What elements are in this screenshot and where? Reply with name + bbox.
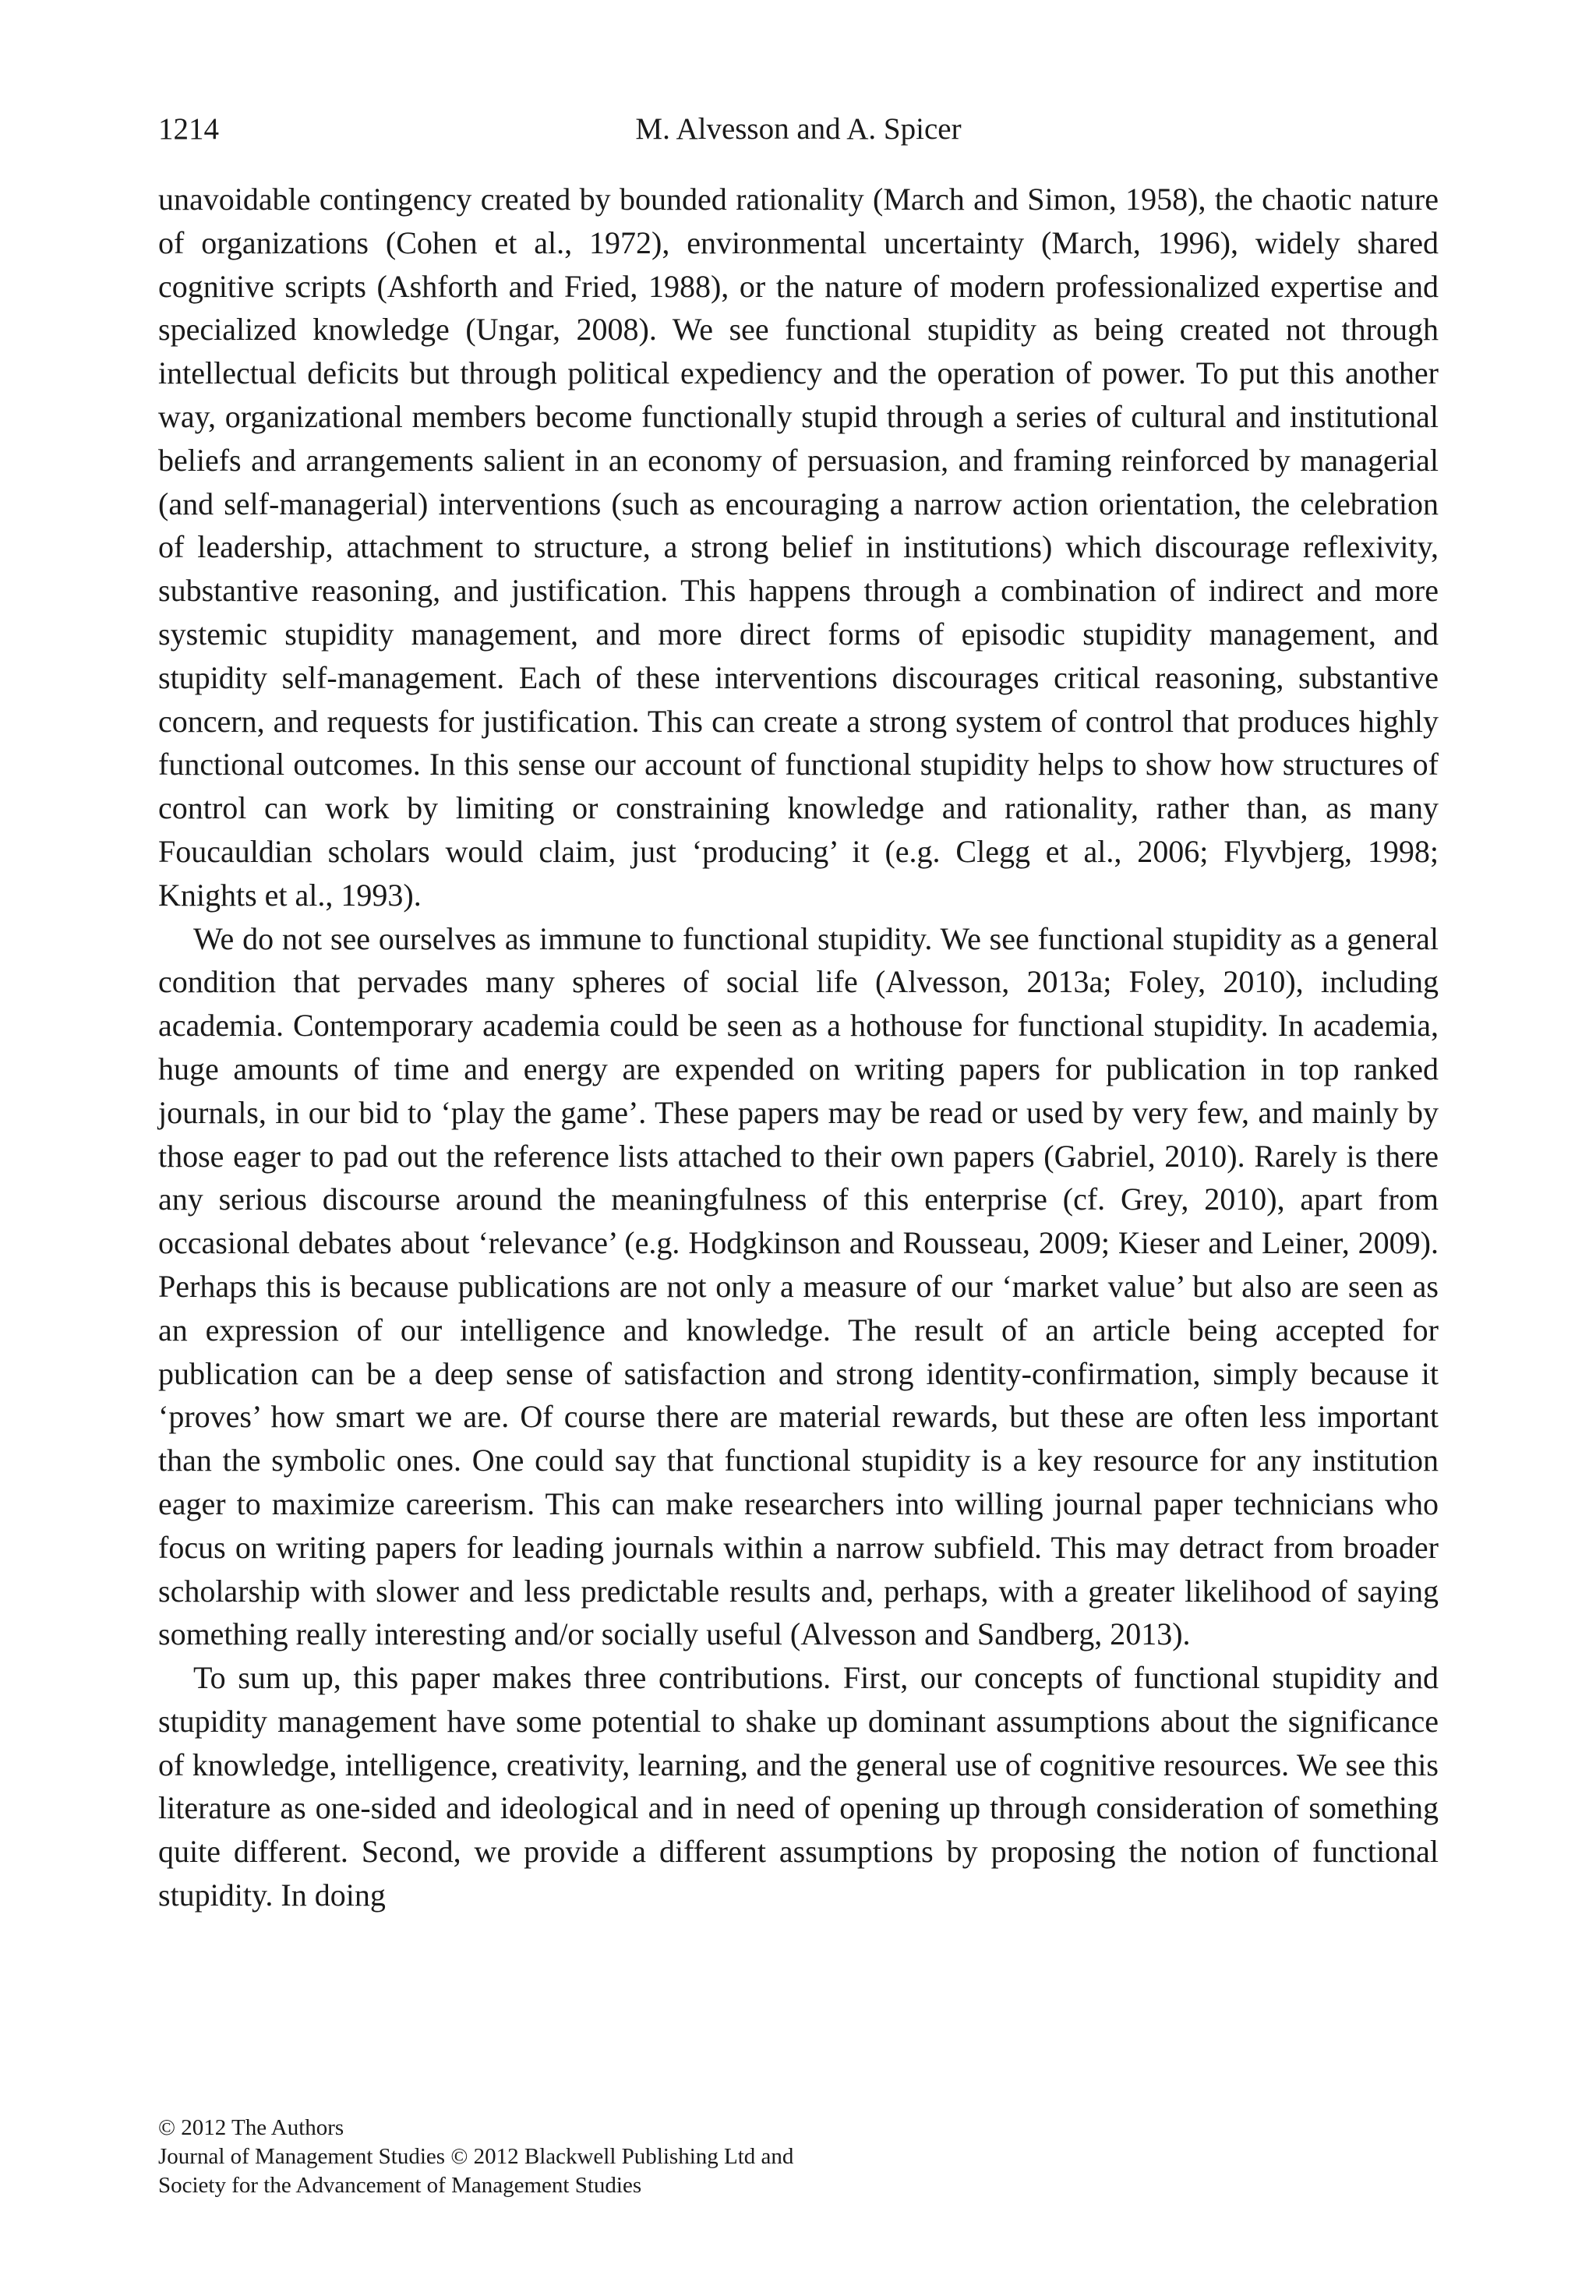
page-number: 1214	[158, 112, 219, 146]
page-footer	[158, 2114, 1439, 2200]
copyright-line: © 2012 The Authors	[158, 2115, 344, 2140]
paragraph-continuation: unavoidable contingency created by bounded rationality (March and Simon, 1958), the chaotic nature of organizations (Cohen et al., 1972), environmental uncertainty (March, 1996), widely shared cognitive scripts (Ashforth and Fried, 1988), or the nature of modern professionalized expertise and specialized knowledge (Ungar, 2008). We see functional stupidity as being created not through intellectual deficits but through political expediency and the operation of power. To put this another way, organizational members become functionally stupid through a series of cultural and institutional beliefs and arrangements salient in an economy of persuasion, and framing reinforced by managerial (and self-managerial) interventions (such as encouraging a narrow action orientation, the celebration of leadership, attachment to structure, a strong belief in institutions) which discourage reflexivity, substantive reasoning, and justification. This happens through a combination of indirect and more systemic stupidity management, and more direct forms of episodic stupidity management, and stupidity self-management. Each of these interventions discourages critical reasoning, substantive concern, and requests for justification. This can create a strong system of control that produces highly functional outcomes. In this sense our account of functional stupidity helps to show how structures of control can work by limiting or constraining knowledge and rationality, rather than, as many Foucauldian scholars would claim, just ‘producing’ it (e.g. Clegg et al., 2006; Flyvbjerg, 1998; Knights et al., 1993).	[158, 182, 1439, 913]
body-text	[158, 178, 1439, 1917]
page	[158, 0, 1439, 2296]
running-head: M. Alvesson and A. Spicer	[635, 112, 962, 146]
paragraph-academia: We do not see ourselves as immune to functional stupidity. We see functional stupidity as a general condition that pervades many spheres of social life (Alvesson, 2013a; Foley, 2010), including academia. Contemporary academia could be seen as a hothouse for functional stupidity. In academia, huge amounts of time and energy are expended on writing papers for publication in top ranked journals, in our bid to ‘play the game’. These papers may be read or used by very few, and mainly by those eager to pad out the reference lists attached to their own papers (Gabriel, 2010). Rarely is there any serious discourse around the meaningfulness of this enterprise (cf. Grey, 2010), apart from occasional debates about ‘relevance’ (e.g. Hodgkinson and Rousseau, 2009; Kieser and Leiner, 2009). Perhaps this is because publications are not only a measure of our ‘market value’ but also are seen as an expression of our intelligence and knowledge. The result of an article being accepted for publication can be a deep sense of satisfaction and strong identity-confirmation, simply because it ‘proves’ how smart we are. Of course there are material rewards, but these are often less important than the symbolic ones. One could say that functional stupidity is a key resource for any institution eager to maximize careerism. This can make researchers into willing journal paper technicians who focus on writing papers for leading journals within a narrow subfield. This may detract from broader scholarship with slower and less predictable results and, perhaps, with a greater likelihood of saying something really interesting and/or socially useful (Alvesson and Sandberg, 2013).	[158, 920, 1439, 1652]
society-line: Society for the Advancement of Management Studies	[158, 2173, 642, 2198]
journal-line: Journal of Management Studies © 2012 Blackwell Publishing Ltd and	[158, 2144, 794, 2169]
paragraph-contributions: To sum up, this paper makes three contributions. First, our concepts of functional stupidity and stupidity management have some potential to shake up dominant assumptions about the significance of knowledge, intelligence, creativity, learning, and the general use of cognitive resources. We see this literature as one-sided and ideological and in need of opening up through consideration of something quite different. Second, we provide a different assumptions by proposing the notion of functional stupidity. In doing	[158, 1660, 1439, 1913]
page-header	[158, 106, 1439, 153]
